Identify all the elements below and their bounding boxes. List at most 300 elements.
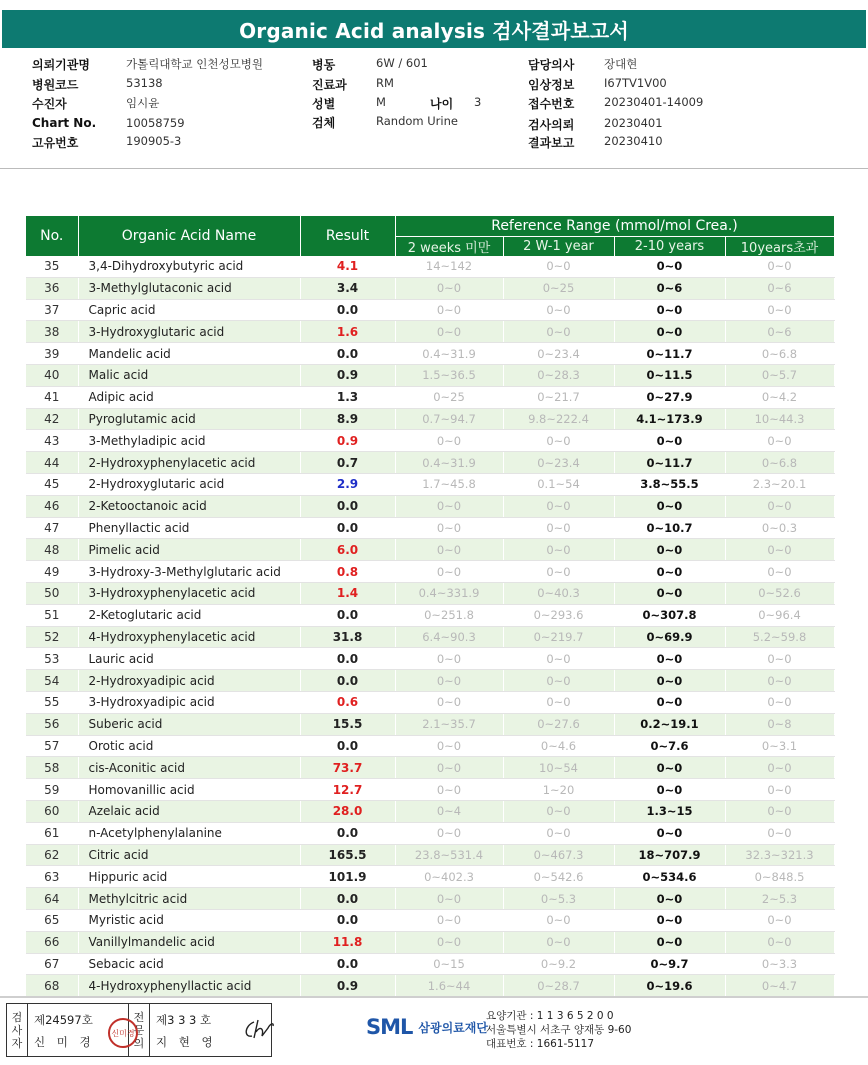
reference-range: 6.4~90.3 (395, 626, 503, 648)
acid-name: Adipic acid (78, 386, 300, 408)
table-row (26, 953, 834, 975)
result-value: 0.9 (300, 430, 395, 452)
reference-range: 0.2~19.1 (614, 713, 725, 735)
table-row (26, 866, 834, 888)
reference-range: 0~0 (503, 299, 614, 321)
row-number: 66 (26, 931, 78, 953)
acid-name: 2-Ketooctanoic acid (78, 495, 300, 517)
row-number: 42 (26, 408, 78, 430)
info-value: 장대현 (604, 57, 638, 71)
result-value: 0.0 (300, 670, 395, 692)
reference-range: 1.6~44 (395, 975, 503, 997)
info-value: 20230401-14009 (604, 95, 704, 109)
reference-range: 0~27.6 (503, 713, 614, 735)
reference-range: 0~0 (725, 757, 834, 779)
info-label: 진료과 (312, 78, 347, 92)
acid-name: Phenyllactic acid (78, 517, 300, 539)
reference-range: 0~27.9 (614, 386, 725, 408)
reference-range: 0~0 (614, 691, 725, 713)
table-row (26, 473, 834, 495)
table-row (26, 582, 834, 604)
reference-range: 0~28.7 (503, 975, 614, 997)
reference-range: 0~0 (725, 648, 834, 670)
info-label: 담당의사 (528, 58, 575, 72)
reference-range: 0~0 (395, 822, 503, 844)
reference-range: 0~25 (503, 277, 614, 299)
table-row (26, 343, 834, 365)
info-value: 3 (474, 95, 482, 109)
result-value: 0.9 (300, 364, 395, 386)
table-row (26, 364, 834, 386)
result-value: 12.7 (300, 779, 395, 801)
reference-range: 0~40.3 (503, 582, 614, 604)
row-number: 61 (26, 822, 78, 844)
acid-name: Homovanillic acid (78, 779, 300, 801)
info-label: 의뢰기관명 (32, 58, 90, 72)
col-header-ref-0: 2 weeks 미만 (395, 237, 503, 257)
acid-name: 2-Hydroxyphenylacetic acid (78, 452, 300, 474)
reference-range: 2~5.3 (725, 888, 834, 910)
reference-range: 0~0 (614, 909, 725, 931)
reference-range: 0.4~31.9 (395, 452, 503, 474)
acid-name: Pimelic acid (78, 539, 300, 561)
reference-range: 0~0 (614, 822, 725, 844)
row-number: 38 (26, 321, 78, 343)
reference-range: 4.1~173.9 (614, 408, 725, 430)
row-number: 45 (26, 473, 78, 495)
reference-range: 0~0 (395, 691, 503, 713)
reference-range: 0~0 (395, 430, 503, 452)
info-value: 가톨릭대학교 인천성모병원 (126, 57, 263, 71)
row-number: 58 (26, 757, 78, 779)
reference-range: 0~0 (614, 561, 725, 583)
report-title: Organic Acid analysis 검사결과보고서 (2, 10, 866, 48)
row-number: 43 (26, 430, 78, 452)
contact-line: 서울특별시 서초구 양재동 9-60 (486, 1024, 632, 1036)
acid-name: 4-Hydroxyphenyllactic acid (78, 975, 300, 997)
reference-range: 0~0 (395, 931, 503, 953)
reference-range: 0~0 (503, 909, 614, 931)
reference-range: 0~0 (503, 539, 614, 561)
info-label: 수진자 (32, 97, 67, 111)
inspector-label: 검 사 자 (7, 1004, 28, 1056)
inspector-cell (28, 1004, 135, 1056)
contact-info (486, 1009, 631, 1051)
result-value: 1.6 (300, 321, 395, 343)
signature-box (6, 1003, 272, 1057)
acid-name: 3-Hydroxy-3-Methylglutaric acid (78, 561, 300, 583)
table-row (26, 299, 834, 321)
reference-range: 0~6 (725, 321, 834, 343)
table-row (26, 713, 834, 735)
acid-name: Citric acid (78, 844, 300, 866)
col-header-reference: Reference Range (mmol/mol Crea.) (395, 216, 834, 237)
row-number: 41 (26, 386, 78, 408)
table-row (26, 626, 834, 648)
reference-range: 0~3.1 (725, 735, 834, 757)
reference-range: 0~0 (503, 517, 614, 539)
acid-name: Sebacic acid (78, 953, 300, 975)
reference-range: 0~0 (395, 779, 503, 801)
reference-range: 0~0 (614, 539, 725, 561)
result-value: 1.3 (300, 386, 395, 408)
reference-range: 23.8~531.4 (395, 844, 503, 866)
row-number: 44 (26, 452, 78, 474)
info-label: 병동 (312, 58, 336, 72)
section-divider (0, 168, 868, 169)
reference-range: 0~0 (503, 670, 614, 692)
reference-range: 0.1~54 (503, 473, 614, 495)
result-value: 0.0 (300, 735, 395, 757)
row-number: 56 (26, 713, 78, 735)
row-number: 53 (26, 648, 78, 670)
reference-range: 0~6.8 (725, 452, 834, 474)
reference-range: 0~848.5 (725, 866, 834, 888)
reference-range: 0~0 (614, 670, 725, 692)
reference-range: 0~23.4 (503, 452, 614, 474)
reference-range: 0~0 (725, 691, 834, 713)
reference-range: 0~0 (725, 299, 834, 321)
row-number: 68 (26, 975, 78, 997)
logo-mark: SML (366, 1015, 413, 1039)
info-value: 임시윤 (126, 96, 160, 110)
row-number: 59 (26, 779, 78, 801)
reference-range: 0~0 (503, 321, 614, 343)
acid-name: Malic acid (78, 364, 300, 386)
row-number: 36 (26, 277, 78, 299)
table-row (26, 430, 834, 452)
row-number: 55 (26, 691, 78, 713)
reference-range: 0~0 (395, 757, 503, 779)
reference-range: 2.1~35.7 (395, 713, 503, 735)
result-value: 0.0 (300, 495, 395, 517)
table-row (26, 735, 834, 757)
acid-name: Suberic acid (78, 713, 300, 735)
reference-range: 2.3~20.1 (725, 473, 834, 495)
table-row (26, 779, 834, 801)
reference-range: 0~0 (614, 888, 725, 910)
reference-range: 0~0 (395, 735, 503, 757)
reference-range: 0~0 (395, 670, 503, 692)
reference-range: 0~0 (395, 909, 503, 931)
reference-range: 1.3~15 (614, 800, 725, 822)
acid-name: 3,4-Dihydroxybutyric acid (78, 256, 300, 277)
reference-range: 0~0 (614, 779, 725, 801)
reference-range: 0~0 (614, 495, 725, 517)
col-header-ref-2: 2-10 years (614, 237, 725, 257)
specialist-name: 지 현 영 (156, 1035, 217, 1049)
result-value: 0.7 (300, 452, 395, 474)
row-number: 47 (26, 517, 78, 539)
reference-range: 0~0 (395, 321, 503, 343)
result-value: 6.0 (300, 539, 395, 561)
reference-range: 0~0 (725, 909, 834, 931)
reference-range: 3.8~55.5 (614, 473, 725, 495)
reference-range: 0~11.7 (614, 452, 725, 474)
reference-range: 0~251.8 (395, 604, 503, 626)
seal-stamp: 신미경 (108, 1018, 138, 1048)
result-value: 0.0 (300, 888, 395, 910)
info-label: 접수번호 (528, 97, 575, 111)
reference-range: 0~293.6 (503, 604, 614, 626)
footer-divider (0, 996, 868, 998)
col-header-result: Result (300, 216, 395, 256)
reference-range: 0~0 (395, 561, 503, 583)
reference-range: 0~23.4 (503, 343, 614, 365)
acid-name: 3-Hydroxyglutaric acid (78, 321, 300, 343)
reference-range: 0~6 (725, 277, 834, 299)
row-number: 63 (26, 866, 78, 888)
reference-range: 0~0 (725, 495, 834, 517)
acid-name: 2-Hydroxyadipic acid (78, 670, 300, 692)
reference-range: 0~0 (503, 800, 614, 822)
row-number: 35 (26, 256, 78, 277)
table-row (26, 517, 834, 539)
row-number: 67 (26, 953, 78, 975)
row-number: 57 (26, 735, 78, 757)
table-row (26, 277, 834, 299)
acid-name: n-Acetylphenylalanine (78, 822, 300, 844)
table-row (26, 800, 834, 822)
info-label: 검사의뢰 (528, 118, 575, 132)
reference-range: 0~0 (395, 495, 503, 517)
table-row (26, 648, 834, 670)
table-row (26, 691, 834, 713)
info-label: Chart No. (32, 116, 97, 130)
reference-range: 0~6 (614, 277, 725, 299)
info-value: I67TV1V00 (604, 76, 667, 90)
reference-range: 0~4 (395, 800, 503, 822)
reference-range: 0~6.8 (725, 343, 834, 365)
result-value: 1.4 (300, 582, 395, 604)
reference-range: 0~467.3 (503, 844, 614, 866)
reference-range: 0.7~94.7 (395, 408, 503, 430)
info-value: 6W / 601 (376, 56, 428, 70)
result-value: 0.0 (300, 953, 395, 975)
info-value: 20230401 (604, 116, 663, 130)
row-number: 37 (26, 299, 78, 321)
reference-range: 5.2~59.8 (725, 626, 834, 648)
acid-name: 3-Methylglutaconic acid (78, 277, 300, 299)
reference-range: 0~0 (614, 256, 725, 277)
col-header-ref-1: 2 W-1 year (503, 237, 614, 257)
reference-range: 0~0.3 (725, 517, 834, 539)
reference-range: 0~28.3 (503, 364, 614, 386)
table-row (26, 495, 834, 517)
info-label: 나이 (430, 97, 454, 111)
inspector-license: 제24597호 (34, 1013, 93, 1027)
row-number: 39 (26, 343, 78, 365)
reference-range: 0~0 (614, 430, 725, 452)
reference-range: 0~0 (725, 822, 834, 844)
reference-range: 0~0 (503, 430, 614, 452)
table-row (26, 822, 834, 844)
table-row (26, 888, 834, 910)
reference-range: 1.5~36.5 (395, 364, 503, 386)
reference-range: 0~11.5 (614, 364, 725, 386)
reference-range: 0~0 (395, 277, 503, 299)
acid-name: Methylcitric acid (78, 888, 300, 910)
result-value: 0.6 (300, 691, 395, 713)
reference-range: 0~8 (725, 713, 834, 735)
reference-range: 0~0 (614, 648, 725, 670)
info-value: M (376, 95, 386, 109)
reference-range: 0~21.7 (503, 386, 614, 408)
reference-range: 0~0 (395, 648, 503, 670)
reference-range: 0~4.7 (725, 975, 834, 997)
row-number: 65 (26, 909, 78, 931)
reference-range: 0~3.3 (725, 953, 834, 975)
table-row (26, 975, 834, 997)
reference-range: 0~0 (395, 539, 503, 561)
reference-range: 0~534.6 (614, 866, 725, 888)
reference-range: 0~0 (614, 757, 725, 779)
reference-range: 0~9.7 (614, 953, 725, 975)
reference-range: 0~0 (395, 517, 503, 539)
signature-mark (242, 1018, 276, 1042)
reference-range: 0~0 (614, 931, 725, 953)
info-label: 결과보고 (528, 136, 575, 150)
result-value: 15.5 (300, 713, 395, 735)
acid-name: 3-Hydroxyadipic acid (78, 691, 300, 713)
result-value: 0.0 (300, 822, 395, 844)
info-value: 10058759 (126, 116, 185, 130)
table-row (26, 386, 834, 408)
reference-range: 0~4.2 (725, 386, 834, 408)
info-label: 검체 (312, 116, 336, 130)
reference-range: 0~0 (614, 321, 725, 343)
reference-range: 0~0 (503, 691, 614, 713)
info-label: 임상정보 (528, 78, 575, 92)
result-value: 11.8 (300, 931, 395, 953)
reference-range: 0~25 (395, 386, 503, 408)
reference-range: 0.4~331.9 (395, 582, 503, 604)
reference-range: 0~96.4 (725, 604, 834, 626)
result-value: 28.0 (300, 800, 395, 822)
reference-range: 0~0 (503, 648, 614, 670)
info-value: 20230410 (604, 134, 663, 148)
result-value: 3.4 (300, 277, 395, 299)
row-number: 51 (26, 604, 78, 626)
reference-range: 0~219.7 (503, 626, 614, 648)
reference-range: 0~0 (503, 495, 614, 517)
reference-range: 10~54 (503, 757, 614, 779)
reference-range: 0~0 (725, 430, 834, 452)
result-value: 4.1 (300, 256, 395, 277)
info-value: 53138 (126, 76, 163, 90)
results-body (26, 256, 834, 997)
reference-range: 0~0 (725, 256, 834, 277)
acid-name: Hippuric acid (78, 866, 300, 888)
result-value: 101.9 (300, 866, 395, 888)
table-row (26, 452, 834, 474)
table-row (26, 670, 834, 692)
result-value: 0.0 (300, 604, 395, 626)
reference-range: 0~0 (503, 256, 614, 277)
reference-range: 0~5.7 (725, 364, 834, 386)
acid-name: 4-Hydroxyphenylacetic acid (78, 626, 300, 648)
reference-range: 1~20 (503, 779, 614, 801)
row-number: 52 (26, 626, 78, 648)
reference-range: 0~69.9 (614, 626, 725, 648)
reference-range: 32.3~321.3 (725, 844, 834, 866)
table-row (26, 757, 834, 779)
acid-name: 3-Methyladipic acid (78, 430, 300, 452)
result-value: 0.9 (300, 975, 395, 997)
reference-range: 0~0 (725, 670, 834, 692)
table-row (26, 604, 834, 626)
info-label: 병원코드 (32, 78, 79, 92)
result-value: 0.0 (300, 909, 395, 931)
reference-range: 0~9.2 (503, 953, 614, 975)
reference-range: 0~0 (614, 299, 725, 321)
result-value: 0.0 (300, 648, 395, 670)
reference-range: 0~402.3 (395, 866, 503, 888)
reference-range: 0~10.7 (614, 517, 725, 539)
result-value: 0.0 (300, 343, 395, 365)
table-row (26, 931, 834, 953)
reference-range: 0~5.3 (503, 888, 614, 910)
reference-range: 0~0 (725, 539, 834, 561)
result-value: 0.8 (300, 561, 395, 583)
reference-range: 18~707.9 (614, 844, 725, 866)
sml-logo (366, 1015, 488, 1039)
table-row (26, 539, 834, 561)
result-value: 31.8 (300, 626, 395, 648)
row-number: 50 (26, 582, 78, 604)
contact-line: 대표번호 : 1661-5117 (486, 1038, 595, 1050)
reference-range: 0.4~31.9 (395, 343, 503, 365)
reference-range: 0~0 (725, 800, 834, 822)
row-number: 40 (26, 364, 78, 386)
reference-range: 0~7.6 (614, 735, 725, 757)
row-number: 64 (26, 888, 78, 910)
acid-name: Capric acid (78, 299, 300, 321)
reference-range: 0~52.6 (725, 582, 834, 604)
row-number: 48 (26, 539, 78, 561)
acid-name: 2-Ketoglutaric acid (78, 604, 300, 626)
result-value: 0.0 (300, 517, 395, 539)
reference-range: 0~0 (614, 582, 725, 604)
col-header-ref-3: 10years초과 (725, 237, 834, 257)
info-label: 성별 (312, 97, 336, 111)
reference-range: 0~0 (395, 888, 503, 910)
acid-name: 2-Hydroxyglutaric acid (78, 473, 300, 495)
info-value: RM (376, 76, 394, 90)
table-row (26, 909, 834, 931)
info-value: 190905-3 (126, 134, 182, 148)
result-value: 0.0 (300, 299, 395, 321)
row-number: 54 (26, 670, 78, 692)
reference-range: 0~15 (395, 953, 503, 975)
acid-name: 3-Hydroxyphenylacetic acid (78, 582, 300, 604)
table-row (26, 561, 834, 583)
reference-range: 0~19.6 (614, 975, 725, 997)
reference-range: 0~0 (503, 561, 614, 583)
reference-range: 10~44.3 (725, 408, 834, 430)
table-row (26, 256, 834, 277)
reference-range: 1.7~45.8 (395, 473, 503, 495)
inspector-name: 신 미 경 (34, 1035, 95, 1049)
table-row (26, 408, 834, 430)
col-header-name: Organic Acid Name (78, 216, 300, 256)
patient-info (0, 52, 868, 160)
result-value: 2.9 (300, 473, 395, 495)
result-value: 8.9 (300, 408, 395, 430)
acid-name: Mandelic acid (78, 343, 300, 365)
acid-name: Azelaic acid (78, 800, 300, 822)
acid-name: Pyroglutamic acid (78, 408, 300, 430)
